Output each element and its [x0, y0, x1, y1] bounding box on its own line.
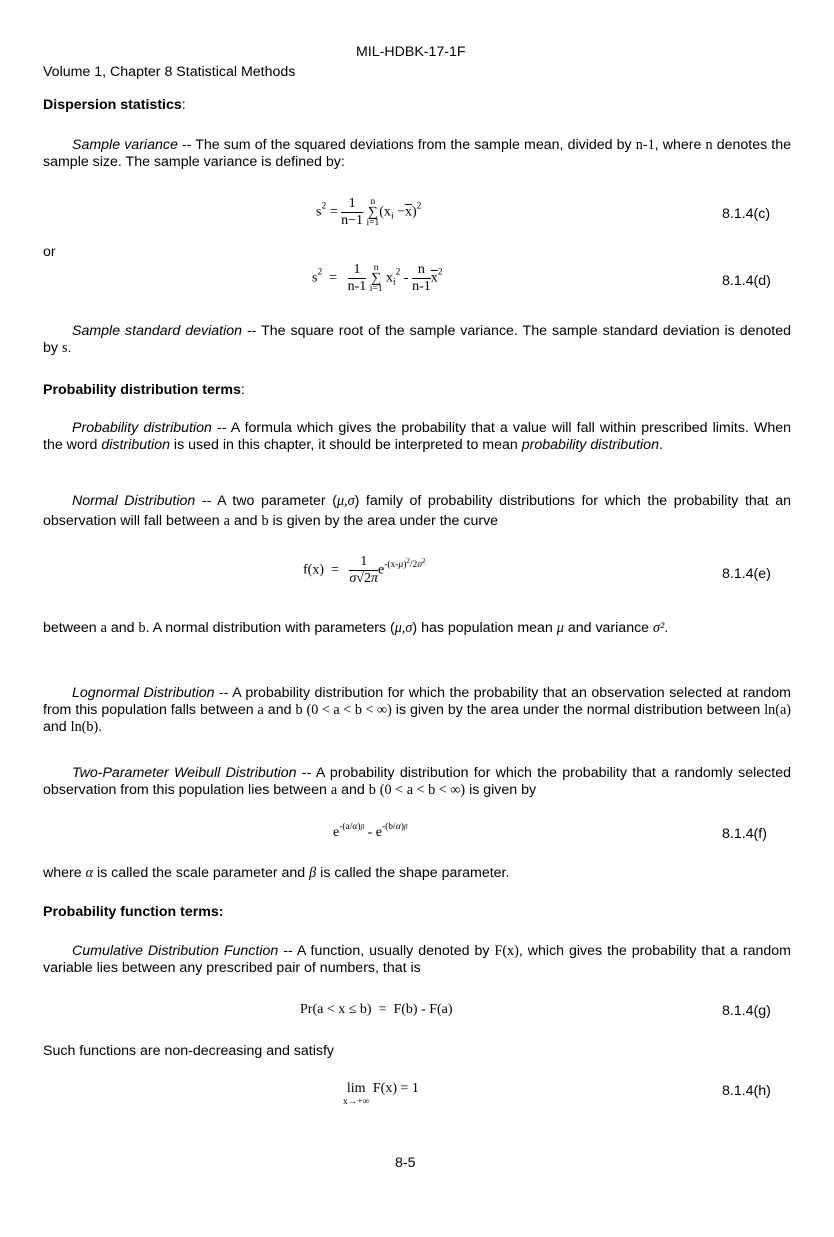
lognormal-distribution-definition [43, 685, 791, 736]
heading-text: Probability function terms: [43, 904, 224, 920]
term-lognormal-distribution: Lognormal Distribution [72, 685, 215, 701]
word-distribution: distribution [101, 437, 170, 453]
sample-stddev-definition [43, 323, 791, 357]
such-functions-text: Such functions are non-decreasing and satisfy [43, 1043, 335, 1059]
equation-h [343, 1081, 419, 1107]
symbol-mu-sigma: μ,σ [336, 493, 355, 509]
section-heading-probability-distribution [43, 382, 245, 398]
period: . [67, 340, 72, 356]
equation-label-h: 8.1.4(h) [722, 1083, 771, 1099]
term-probability-distribution: Probability distribution [72, 420, 212, 436]
period: . [664, 620, 669, 636]
text: . A normal distribution with parameters ( [145, 620, 395, 636]
symbol-inequality: (0 < a < b < ∞) [306, 702, 392, 718]
heading-colon: : [181, 97, 186, 113]
section-heading-probability-function [43, 904, 224, 920]
term-normal-distribution: Normal Distribution [72, 493, 196, 509]
text: and [43, 719, 71, 735]
text: and [106, 620, 139, 636]
text: is given by the area under the normal distribution between [391, 702, 765, 718]
term-cdf: Cumulative Distribution Function [72, 943, 279, 959]
phrase-probability-distribution: probability distribution [521, 437, 659, 453]
text: -- A two parameter ( [195, 493, 337, 509]
normal-distribution-definition [43, 491, 791, 531]
probability-distribution-definition [43, 420, 791, 454]
symbol-b: b [295, 702, 303, 718]
symbol-inequality: (0 < a < b < ∞) [379, 782, 466, 798]
text: and [229, 513, 262, 529]
document-id: MIL-HDBK-17-1F [356, 44, 466, 60]
equation-label-g: 8.1.4(g) [722, 1003, 771, 1019]
text: , where [654, 137, 706, 153]
weibull-distribution-definition [43, 765, 791, 799]
symbol-beta: β [309, 865, 317, 881]
text: -- A probability distribution for which the probability that a randomly selected observation from this population lies between [43, 765, 791, 798]
text: and variance [563, 620, 654, 636]
text: between [43, 620, 101, 636]
equation-label-c: 8.1.4(c) [722, 206, 771, 222]
equation-label-f: 8.1.4(f) [722, 826, 767, 842]
symbol-alpha: α [85, 865, 94, 881]
lim-subscript: x→+∞ [343, 1097, 370, 1107]
page-number: 8-5 [395, 1155, 416, 1171]
text: is called the shape parameter. [316, 865, 510, 881]
text: is called the scale parameter and [93, 865, 310, 881]
term-sample-variance: Sample variance [72, 137, 178, 153]
symbol-a: a [257, 702, 264, 718]
text: ) has population mean [412, 620, 557, 636]
sample-variance-definition [43, 137, 791, 171]
text: and [263, 702, 296, 718]
equation-label-e: 8.1.4(e) [722, 566, 771, 582]
section-heading-dispersion [43, 97, 186, 113]
text: where [43, 865, 86, 881]
period: . [658, 437, 663, 453]
symbol-F-of-x: F(x) [494, 943, 519, 959]
equation-label-d: 8.1.4(d) [722, 273, 771, 289]
normal-distribution-parameters [43, 617, 791, 639]
heading-text: Probability distribution terms [43, 382, 241, 398]
term-weibull-distribution: Two-Parameter Weibull Distribution [72, 765, 297, 781]
period: . [98, 719, 103, 735]
symbol-mu-sigma: μ,σ [394, 620, 413, 636]
symbol-b: b [138, 620, 146, 636]
lim-rhs: F(x) = 1 [369, 1081, 419, 1096]
symbol-b: b [261, 513, 269, 529]
symbol-s: s [61, 340, 68, 356]
symbol-a: a [223, 513, 230, 529]
symbol-ln-b: ln(b) [70, 719, 99, 735]
heading-colon: : [240, 382, 245, 398]
symbol-ln-a: ln(a) [764, 702, 791, 718]
symbol-n-minus-1: n-1 [635, 137, 655, 153]
term-sample-stddev: Sample standard deviation [72, 323, 242, 339]
symbol-b: b [368, 782, 376, 798]
heading-text: Dispersion statistics [43, 97, 182, 113]
or-text: or [43, 244, 56, 260]
text: , which gives the probability that a random variable lies between any prescribed pair of numbers, that is [43, 943, 791, 976]
equation-g: Pr(a < x ≤ b) = F(b) - F(a) [300, 1002, 453, 1017]
equation-d: $s^2$ = $\frac{1}{n-1}$ n ∑ i=1 $x_i^2$ - $\frac{n}{n-1}$ $\overline{x}^2$ [312, 262, 443, 294]
lim-operator: lim [346, 1081, 366, 1096]
text: -- A probability distribution for which the probability that an observation selected at random from this population falls between [43, 685, 791, 718]
symbol-sigma-squared: σ² [653, 620, 665, 636]
text: -- The square root of the sample variance. The sample standard deviation is denoted by [43, 323, 791, 356]
text: -- The sum of the squared deviations from the sample mean, divided by [177, 137, 636, 153]
symbol-a: a [330, 782, 338, 798]
equation-f: $e^{-(a/\alpha)\beta} - e^{-(b/\alpha)\beta}$ [333, 822, 408, 840]
equation-e: f(x) = $\frac{1}{\sigma√2\pi}$ $e^{-(x-\mu)^2/2\sigma^2}$ [303, 554, 426, 586]
symbol-mu: μ [556, 620, 564, 636]
text: and [337, 782, 369, 798]
text: is given by [465, 782, 537, 798]
text: ) family of probability distributions for which the probability that an observation will fall between [43, 493, 791, 529]
symbol-n: n [705, 137, 713, 153]
equation-c: $s^2$ = $\frac{1}{n-1}$ n ∑ i=1 $(x_i -\overline{x})^2$ [316, 196, 422, 228]
text: is used in this chapter, it should be interpreted to mean [169, 437, 522, 453]
symbol-a: a [100, 620, 107, 636]
weibull-parameters [43, 865, 791, 882]
text: denotes the sample size. The sample variance is defined by: [43, 137, 792, 170]
text: is given by the area under the curve [268, 513, 499, 529]
cdf-definition [43, 943, 791, 977]
text: -- A formula which gives the probability that a value will fall within prescribed limits. When the word [43, 420, 792, 453]
chapter-title: Volume 1, Chapter 8 Statistical Methods [43, 64, 296, 80]
text: -- A function, usually denoted by [278, 943, 495, 959]
